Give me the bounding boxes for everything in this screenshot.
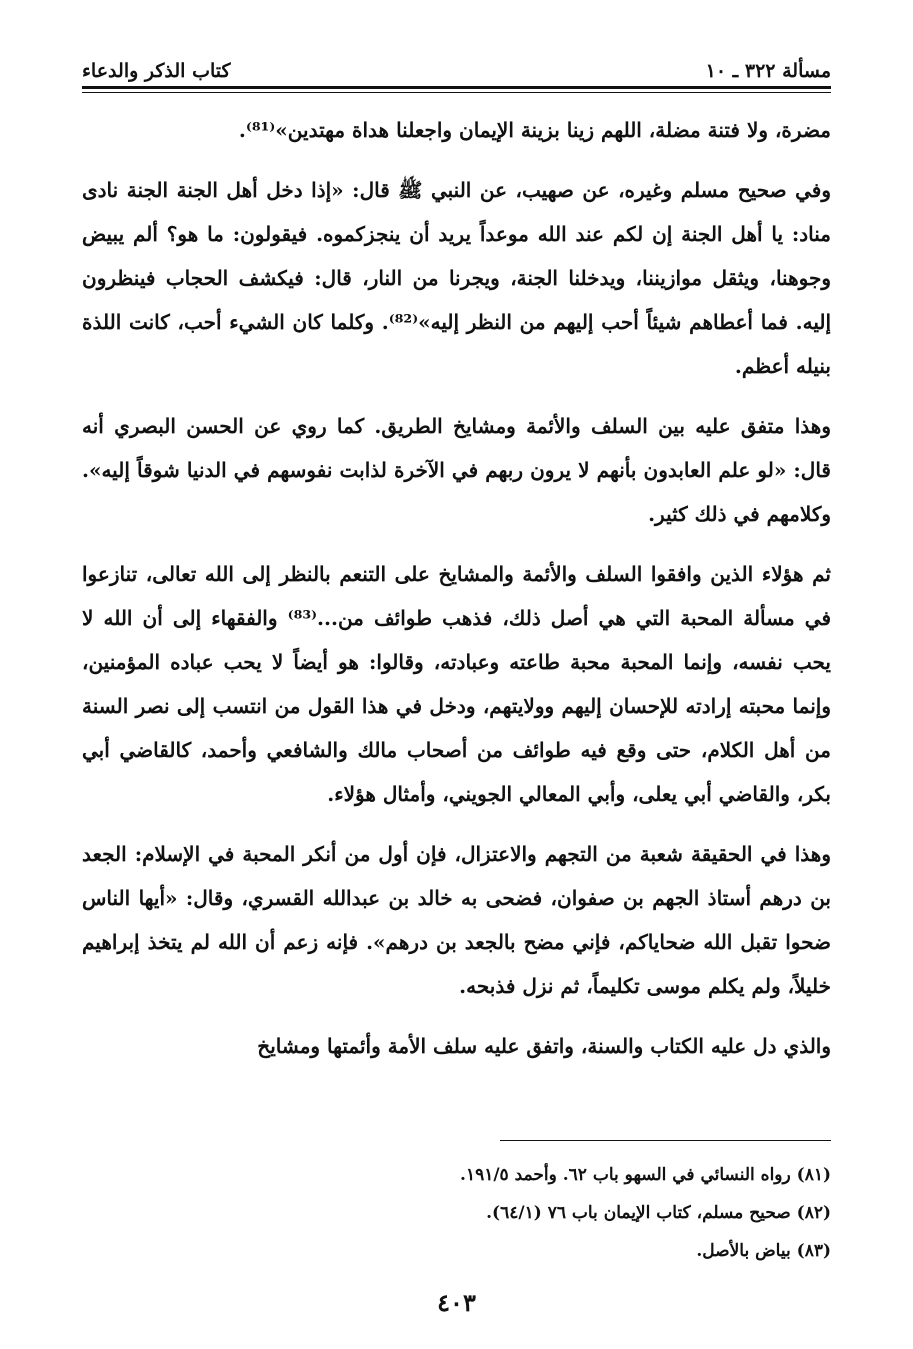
footnote: (٨٢) صحيح مسلم، كتاب الإيمان باب ٧٦ (٦٤/١). [486,1203,831,1223]
main-text [82,108,831,1084]
header-rule-thin [82,92,831,93]
paragraph: وهذا متفق عليه بين السلف والأئمة ومشايخ الطريق. كما روي عن الحسن البصري أنه قال: «لو علم العابدون بأنهم لا يرون ربهم في الآخرة لذابت نفوسهم في الدنيا شوقاً إليه». وكلامهم في ذلك كثير. [82,414,831,526]
header-issue: مسألة ٣٢٢ ـ ١٠ [705,60,831,82]
footnote: (٨١) رواه النسائي في السهو باب ٦٢. وأحمد ١٩١/٥. [460,1165,831,1185]
running-header [82,42,831,82]
page-number: ٤٠٣ [437,1288,476,1317]
header-book-title: كتاب الذكر والدعاء [82,60,231,82]
header-rule-thick [82,86,831,89]
footnotes [82,1156,831,1270]
paragraph: والذي دل عليه الكتاب والسنة، واتفق عليه سلف الأمة وأئمتها ومشايخ [257,1034,831,1058]
paragraph: مضرة، ولا فتنة مضلة، اللهم زينا بزينة الإيمان واجعلنا هداة مهتدين»⁽⁸¹⁾. [238,118,831,142]
footnote: (٨٣) بياض بالأصل. [696,1241,831,1261]
paragraph: وهذا في الحقيقة شعبة من التجهم والاعتزال، فإن أول من أنكر المحبة في الإسلام: الجعد بن درهم أستاذ الجهم بن صفوان، فضحى به خالد بن عبدالله القسري، وقال: «أيها الناس ضحوا تقبل الله ضحاياكم، فإني مضح بالجعد بن درهم». فإنه زعم أن الله لم يتخذ إبراهيم خليلاً، ولم يكلم موسى تكليماً، ثم نزل فذبحه. [82,842,831,998]
paragraph: ثم هؤلاء الذين وافقوا السلف والأئمة والمشايخ على التنعم بالنظر إلى الله تعالى، تنازعوا في مسألة المحبة التي هي أصل ذلك، فذهب طوائف من...⁽⁸³⁾ والفقهاء إلى أن الله لا يحب نفسه، وإنما المحبة محبة طاعته وعبادته، وقالوا: هو أيضاً لا يحب عباده المؤمنين، وإنما محبته إرادته للإحسان إليهم وولايتهم، ودخل في هذا القول من انتسب إلى نصر السنة من أهل الكلام، حتى وقع فيه طوائف من أصحاب مالك والشافعي وأحمد، كالقاضي أبي بكر، والقاضي أبي يعلى، وأبي المعالي الجويني، وأمثال هؤلاء. [82,562,832,806]
footnote-separator [500,1140,831,1141]
paragraph: وفي صحيح مسلم وغيره، عن صهيب، عن النبي ﷺ قال: «إذا دخل أهل الجنة الجنة نادى مناد: يا أهل الجنة إن لكم عند الله موعداً يريد أن ينجزكموه. فيقولون: ما هو؟ ألم يبيض وجوهنا، ويثقل موازيننا، ويدخلنا الجنة، ويجرنا من النار، قال: فيكشف الحجاب فينظرون إليه. فما أعطاهم شيئاً أحب إليهم من النظر إليه»⁽⁸²⁾. وكلما كان الشيء أحب، كانت اللذة بنيله أعظم. [82,178,832,378]
